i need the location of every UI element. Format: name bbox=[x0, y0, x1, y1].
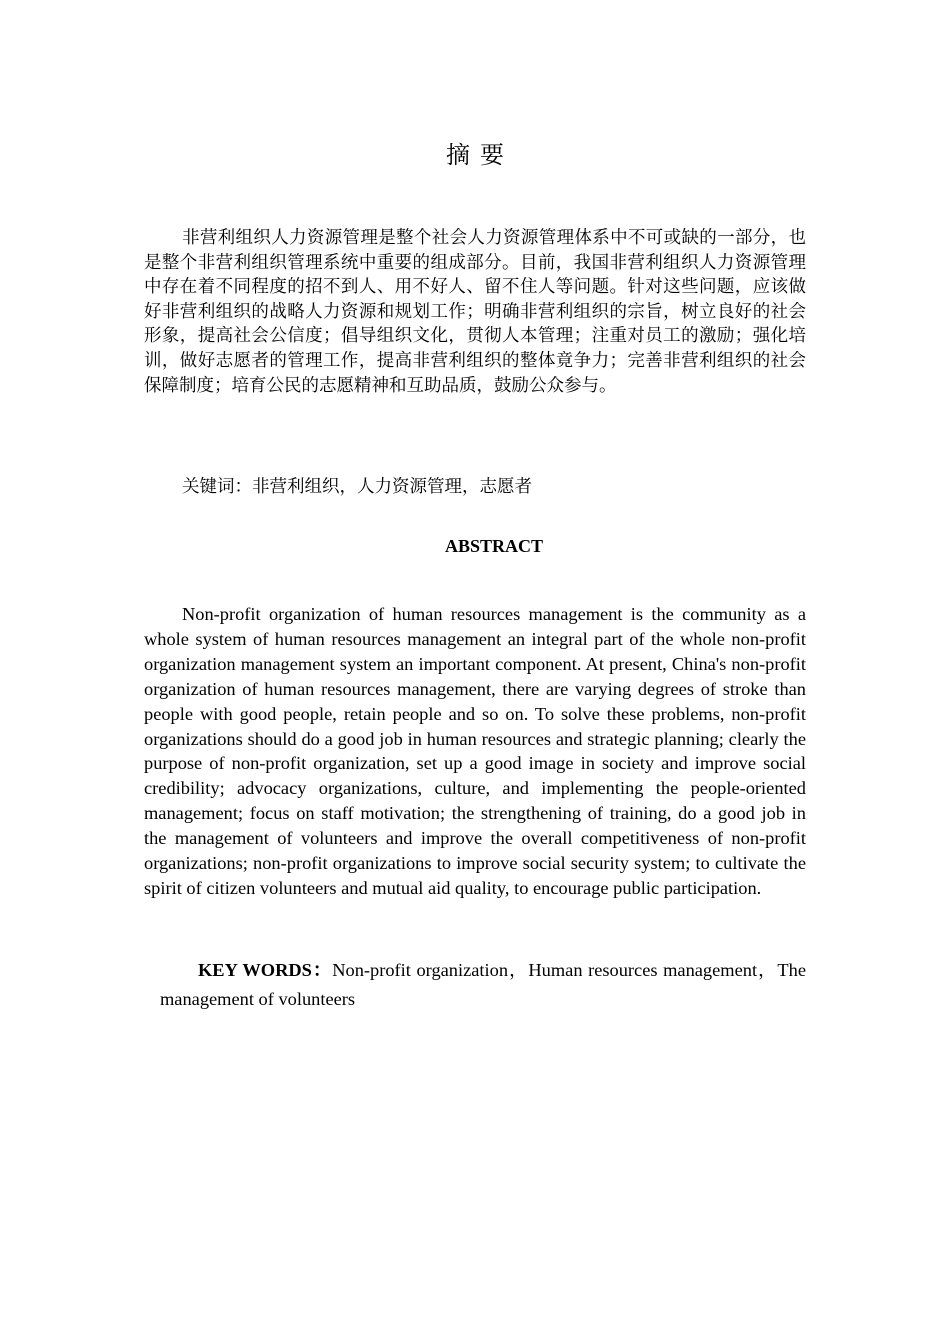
english-abstract-title: ABSTRACT bbox=[444, 536, 544, 556]
chinese-abstract-title: 摘要 bbox=[446, 141, 514, 169]
chinese-keywords-label: 关键词： bbox=[182, 477, 252, 497]
english-keywords-label: KEY WORDS： bbox=[198, 960, 333, 980]
english-abstract-body: Non-profit organization of human resources management is the community as a whole system of human resources management an integral part of the whole non-profit organization management system an important component. At present, China's non-profit organization of human resources management, there are varying degrees of stroke than people with good people, retain people and so on. To solve these problems, non-profit organizations should do a good job in human resources and strategic planning; clearly the purpose of non-profit organization, set up a good image in society and improve social credibility; advocacy organizations, culture, and implementing the people-oriented management; focus on staff motivation; the strengthening of training, do a good job in the management of volunteers and improve the overall competitiveness of non-profit organizations; non-profit organizations to improve social security system; to cultivate the spirit of citizen volunteers and mutual aid quality, to encourage public participation. bbox=[144, 604, 806, 898]
chinese-keywords bbox=[182, 474, 806, 500]
chinese-keywords-list: 非营利组织，人力资源管理，志愿者 bbox=[252, 477, 532, 497]
english-keywords bbox=[160, 956, 806, 1014]
chinese-abstract-body: 非营利组织人力资源管理是整个社会人力资源管理体系中不可或缺的一部分，也是整个非营利组织管理系统中重要的组成部分。目前，我国非营利组织人力资源管理中存在着不同程度的招不到人、用不好人、留不住人等问题。针对这些问题，应该做好非营利组织的战略人力资源和规划工作；明确非营利组织的宗旨，树立良好的社会形象，提高社会公信度；倡导组织文化，贯彻人本管理；注重对员工的激励；强化培训，做好志愿者的管理工作，提高非营利组织的整体竟争力；完善非营利组织的社会保障制度；培育公民的志愿精神和互助品质，鼓励公众参与。 bbox=[144, 228, 806, 396]
english-keywords-list: Non-profit organization，Human resources management，The management of volunteers bbox=[160, 960, 806, 1009]
